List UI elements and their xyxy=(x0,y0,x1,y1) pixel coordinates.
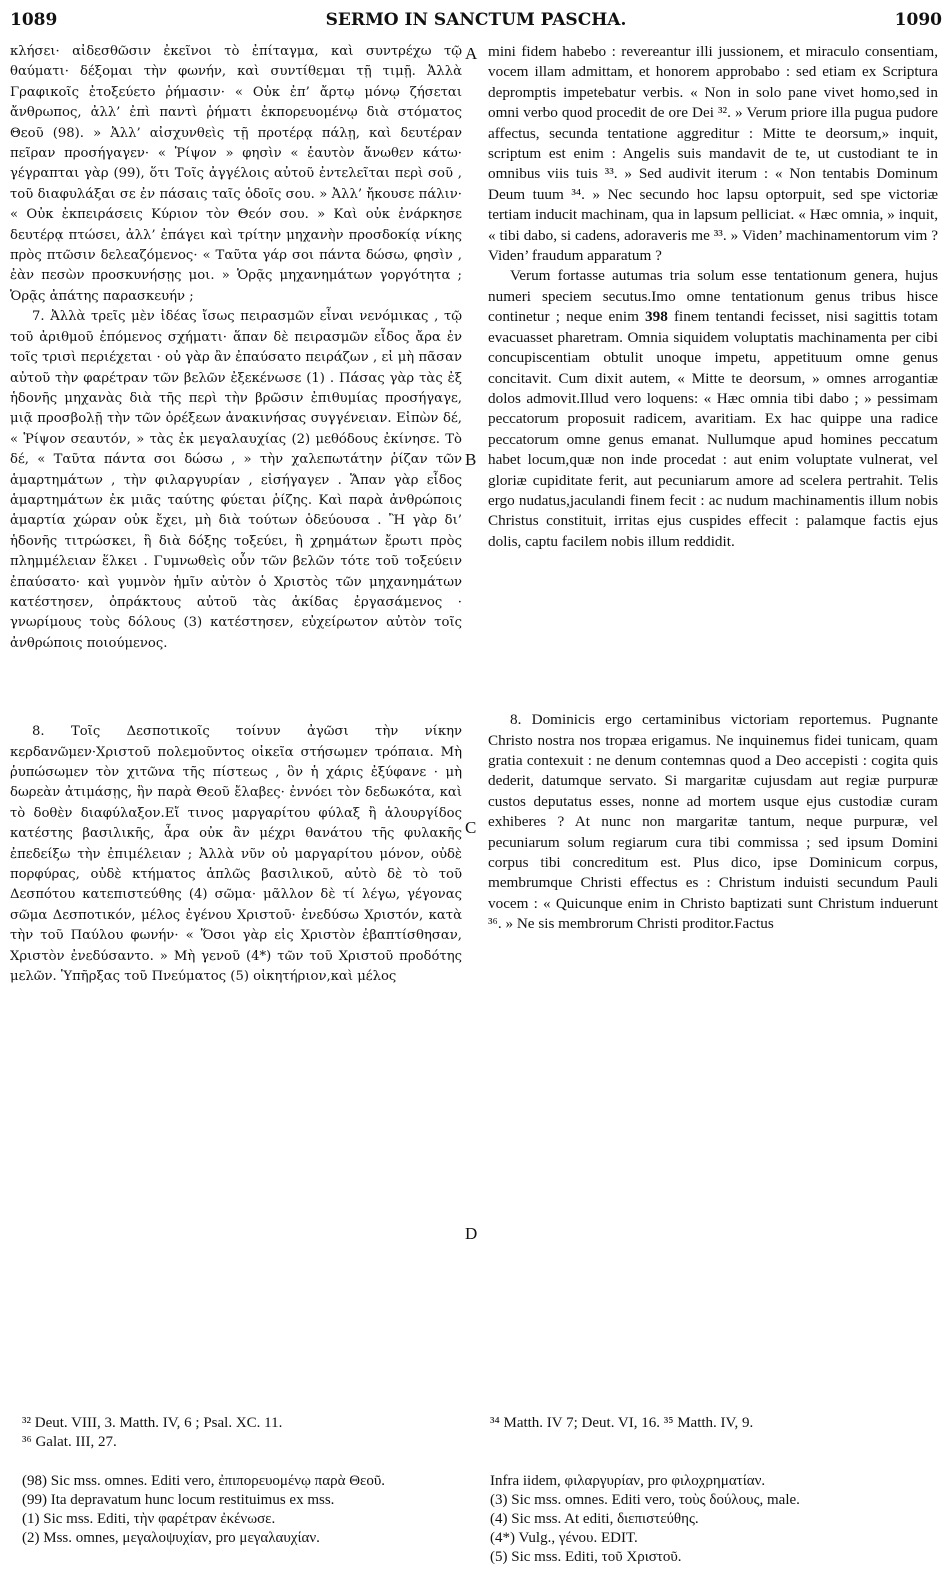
page-number-right: 1090 xyxy=(894,10,942,30)
critical-note: (2) Mss. omnes, μεγαλοψυχίαν, pro μεγαλαυχίαν. xyxy=(22,1530,320,1546)
scripture-footnote: ³⁴ Matth. IV 7; Deut. VI, 16. ³⁵ Matth. IV, 9. xyxy=(490,1415,754,1431)
critical-notes-right xyxy=(490,1472,940,1567)
running-title: SERMO IN SANCTUM PASCHA. xyxy=(325,10,627,30)
scripture-footnotes-right xyxy=(490,1414,940,1433)
latin-paragraph-7 xyxy=(488,266,938,552)
greek-paragraph-1: κλήσει· αἰδεσθῶσιν ἐκεῖνοι τὸ ἐπίταγμα, καὶ συντρέχω τῷ θαύματι· δέξομαι τὴν φωνήν, καὶ συντίθεμαι τῇ τιμῇ. Ἀλλὰ Γραφικοῖς ἐτοξεύετο ῥήμασιν· « Οὐκ ἐπ’ ἄρτῳ μόνῳ ζήσεται ἄνθρωπος, ἀλλ’ ἐπὶ παντὶ ῥήματι ἐκπορευομένῳ διὰ στόματος Θεοῦ (98). » Ἀλλ’ αἰσχυνθεὶς τῇ προτέρᾳ πάλῃ, καὶ δευτέραν πεῖραν προσήγαγεν· « Ῥίψον » φησὶν « ἑαυτὸν ἄνωθεν κάτω· γέγραπται γὰρ (99), ὅτι Τοῖς ἀγγέλοις αὐτοῦ ἐντελεῖται περὶ σοῦ , τοῦ διαφυλάξαι σε ἐν πάσαις ταῖς ὁδοῖς σου. » Ἀλλ’ ἤκουσε πάλιν· « Οὐκ ἐκπειράσεις Κύριον τὸν Θεόν σου. » Καὶ οὐκ ἐνάρκησε δευτέρᾳ πτώσει, ἀλλ’ ἐπάγει καὶ τρίτην μηχανὴν προσδοκίᾳ νίκης πρὸς πτῶσιν δελεαζόμενος· « Ταῦτα γάρ σοι πάντα δώσω, φησὶν , ἐὰν πεσὼν προσκυνήσῃς μοι. » Ὁρᾷς μηχανημάτων γοργότητα ; Ὁρᾷς ἀπάτης παρασκευήν ; xyxy=(10,44,462,304)
greek-column xyxy=(10,42,462,987)
latin-paragraph-7-start: Verum fortasse autumas tria solum esse tentationum genera, hujus numeri speciem secutus.Imo omne tentationum genus tribus hisce continetur ; neque enim xyxy=(488,267,938,326)
section-marker-c: C xyxy=(465,818,477,837)
section-marker-a: A xyxy=(465,44,478,63)
critical-note: (3) Sic mss. omnes. Editi vero, τοὺς δούλους, male. xyxy=(490,1492,800,1508)
margin-page-number: 398 xyxy=(645,308,668,326)
scripture-footnote: ³² Deut. VIII, 3. Matth. IV, 6 ; Psal. XC. 11. xyxy=(22,1415,283,1431)
critical-note: (4*) Vulg., γένου. EDIT. xyxy=(490,1530,638,1546)
section-marker-d: D xyxy=(465,1224,478,1243)
section-marker-b: B xyxy=(465,450,477,469)
scripture-footnote: ³⁶ Galat. III, 27. xyxy=(22,1434,117,1450)
critical-note: (1) Sic mss. Editi, τὴν φαρέτραν ἐκένωσε. xyxy=(22,1511,276,1527)
critical-note: (99) Ita depravatum hunc locum restituimus ex mss. xyxy=(22,1492,335,1508)
critical-note: (98) Sic mss. omnes. Editi vero, ἐπιπορευομένῳ παρὰ Θεοῦ. xyxy=(22,1473,386,1489)
column-spacer xyxy=(10,654,462,722)
latin-paragraph-1: mini fidem habebo : revereantur illi jussionem, et miraculo consentiam, vocem illam admittam, et honorem approbabo : sed etiam ex Scriptura depromptis impetebatur verbis. « Non in solo pane vivet homo,sed in omni verbo quod procedit de ore Dei ³². » Verum priore illa pugua pudore affectus, secunda tentatione aggreditur : Mitte te deorsum,» inquit, scriptum est enim : Angelis suis mandavit de te, ut custodiant te in omnibus viis tuis ³³. » Sed audivit iterum : « Non tentabis Dominum Deum tuum ³⁴. » Nec secundo hoc lapsu optorpuit, sed spe victoriæ tertiam inducit machinam, qua in lapsum pelliciat. « Hæc omnia, » inquit, « tibi dabo, si cadens, adoraveris me ³³. » Viden’ machinamentorum vim ? Viden’ fraudum apparatum ? xyxy=(488,43,938,265)
column-spacer xyxy=(488,552,938,710)
critical-note: Infra iidem, φιλαργυρίαν, pro φιλοχρηματίαν. xyxy=(490,1473,766,1489)
critical-note: (4) Sic mss. At editi, διεπιστεύθης. xyxy=(490,1511,699,1527)
running-header xyxy=(10,10,942,44)
latin-paragraph-8: 8. Dominicis ergo certaminibus victoriam reportemus. Pugnante Christo nostra nos tropæa erigamus. Ne inquinemus fidei tunicam, quam gratia contexuit : ne denum contemnas quod a Deo accepisti : cogita quis dederit, datumque servato. Si margaritæ cujusdam aut regiæ purpuræ custos deputatus esses, nonne ad mortem usque ejus custodiæ curam exhiberes ? At nunc non margaritæ tantum, neque purpuræ, vel pecuniarum solum regiarum cura tibi commissa ; sed ipsum Domini corpus tibi concreditum est. Plus dico, ipse Dominicum corpus, membrumque Christi effectus es : Christum induisti secundum Pauli vocem : « Quicunque enim in Christo baptizati sunt Christum induerunt ³⁶. » Ne sis membrorum Christi proditor.Factus xyxy=(488,711,938,933)
greek-paragraph-7: 7. Ἀλλὰ τρεῖς μὲν ἰδέας ἴσως πειρασμῶν εἶναι νενόμικας , τῷ τοῦ ἀριθμοῦ ἑπόμενος σχήματι· ἅπαν δὲ πειρασμῶν εἶδος ἄρα ἐν τοῖς τρισὶ περιέχεται · οὐ γὰρ ἂν ἐπαύσατο πειράζων , εἰ μὴ πᾶσαν αὐτοῦ τὴν φαρέτραν τῶν βελῶν ἐξεκένωσε (1) . Πάσας γὰρ τὰς ἐξ ἡδονῆς μηχανὰς διὰ τῆς περὶ τὴν βρῶσιν ἐπιθυμίας προσήγαγε, μιᾷ προσβολῇ τὴν τῶν ὀρέξεων ἀνακινήσας συγγένειαν. Εἰπὼν δέ, « Ῥίψον σεαυτόν, » τὰς ἐκ μεγαλαυχίας (2) μεθόδους ἐκίνησε. Τὸ δέ, « Ταῦτα πάντα σοι δώσω , » τὴν χαλεπωτάτην ῥίζαν τῶν ἁμαρτημάτων , τὴν φιλαργυρίαν , εἰσήγαγεν . Ἅπαν γὰρ εἶδος ἁμαρτημάτων ἐκ μιᾶς ταύτης φύεται ῥίζης. Καὶ παρὰ ἀνθρώποις ἁμαρτία χώραν οὐκ ἔχει, μὴ διὰ τούτων ὁδεύουσα . Ἢ γὰρ δι’ ἡδονῆς τιτρώσκει, ἢ διὰ δόξης τοξεύει, ἢ χρημάτων ἔρωτι πρὸς πλημμέλειαν ἕλκει . Γυμνωθεὶς οὖν τῶν βελῶν τότε τοῦ τοξεύειν ἐπαύσατο· καὶ γυμνὸν ἡμῖν αὐτὸν ὁ Χριστὸς τῶν μηχανημάτων κατέστησεν, ὀπράκτους αὐτοῦ τὰς ἀκίδας ἐργασάμενος · γνωρίμους τοὺς δόλους (3) κατέστησεν, εὐχείρωτον αὐτὸν τοῖς ἀνθρώποις ποιούμενος. xyxy=(10,309,462,651)
greek-paragraph-8: 8. Τοῖς Δεσποτικοῖς τοίνυν ἀγῶσι τὴν νίκην κερδανῶμεν·Χριστοῦ πολεμοῦντος οἰκεῖα στήσωμεν τρόπαια. Μὴ ῥυπώσωμεν τὸν χιτῶνα τῆς πίστεως , ὃν ἡ χάρις ἐξύφανε · μὴ δωρεὰν ἀτιμάσῃς, ἣν παρὰ Θεοῦ ἔλαβες· ἐννόει τὸν δεδωκότα, καὶ τὸ δοθὲν διαφύλαξον.Εἴ τινος μαργαρίτου φύλαξ ἢ ἁλουργίδος κατέστης βασιλικῆς, ἆρα οὐκ ἂν μέχρι θανάτου τῆς φυλακῆς ἐπεδείξω τὴν ἐπιμέλειαν ; Ἀλλὰ νῦν οὐ μαργαρίτου μόνον, οὐδὲ πορφύρας, οὐδὲ κτήματος ἁπλῶς βασιλικοῦ, αὐτὸ δὲ τὸ τοῦ Δεσπότου κατεπιστεύθης (4) σῶμα· μᾶλλον δὲ τί λέγω, γέγονας σῶμα Δεσποτικόν, μέλος ἐγένου Χριστοῦ· ἐνεδύσω Χριστόν, κατὰ τὴν τοῦ Παύλου φωνήν· « Ὅσοι γὰρ εἰς Χριστὸν ἐβαπτίσθησαν, Χριστὸν ἐνεδύσαντο. » Μὴ γενοῦ (4*) τῶν τοῦ Χριστοῦ προδότης μελῶν. Ὑπῆρξας τοῦ Πνεύματος (5) οἰκητήριον,καὶ μέλος xyxy=(10,724,462,985)
critical-note: (5) Sic mss. Editi, τοῦ Χριστοῦ. xyxy=(490,1549,682,1565)
latin-column xyxy=(488,42,938,935)
critical-notes-left xyxy=(22,1472,472,1548)
scripture-footnotes-left xyxy=(22,1414,472,1452)
page-number-left: 1089 xyxy=(10,10,58,30)
latin-paragraph-7-rest: finem tentandi fecisset, nisi sagittis totam evacuasset pharetram. Omnia siquidem voluptatis machinamenta per cibi concupiscentiam obtulit unoque impetu, appetituum omne genus concitavit. Cum dixit autem, « Mitte te deorsum, » omnes arrogantiæ dolos admovit.Illud vero loquens: « Hæc omnia tibi dabo ; » pessimam peccatorum proposuit radicem, avaritiam. Ex hac quippe una radice peccatorum omne genus emanat. Nullumque apud homines peccatum habet locum,quæ non inde procedat : aut enim voluptate vulnerat, vel gloriæ cupiditate ferit, aut pecuniarum amore ad scelera pertrahit. Telis ergo nudatus,jaculandi finem fecit : ac nudum machinamentis illum nobis Christus constituit, irritas ejus cuspides effecit : palamque factis ejus dolis, captu facilem nobis illum reddidit. xyxy=(488,308,938,550)
